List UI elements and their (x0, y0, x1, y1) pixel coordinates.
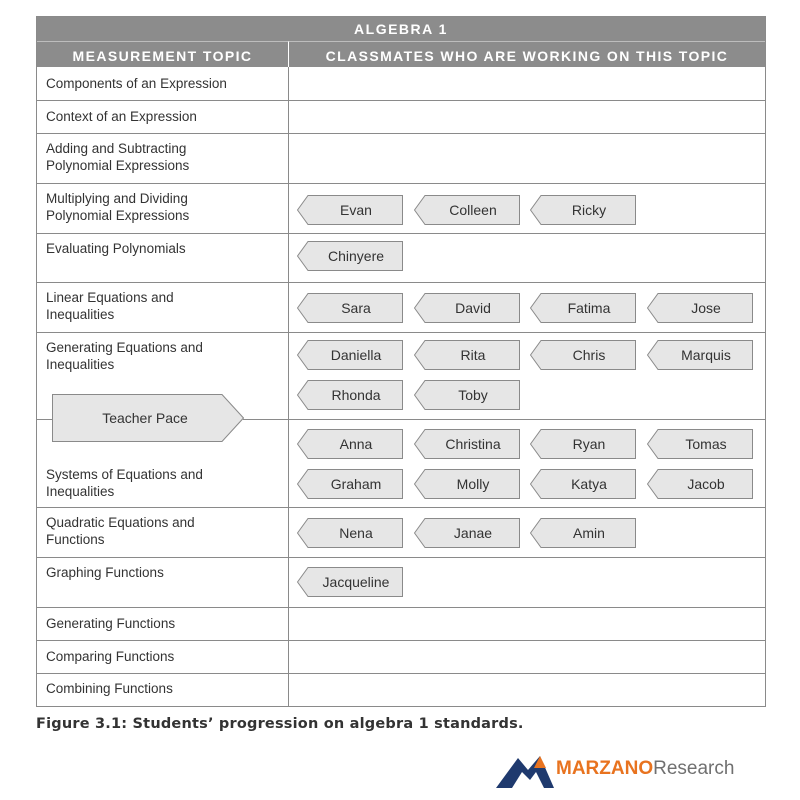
student-tag: Jose (647, 293, 753, 323)
student-tag: Molly (414, 469, 520, 499)
topic-label: Systems of Equations and Inequalities (46, 467, 203, 499)
student-tag: Jacqueline (297, 567, 403, 597)
topic-label: Combining Functions (46, 681, 173, 696)
student-tag: Toby (414, 380, 520, 410)
teacher-pace-marker (52, 394, 244, 442)
student-tag: Rhonda (297, 380, 403, 410)
topic-label: Context of an Expression (46, 109, 197, 124)
student-tag: Evan (297, 195, 403, 225)
row-divider (37, 332, 765, 333)
student-tag: Daniella (297, 340, 403, 370)
row-divider (37, 507, 765, 508)
column-header-topic: MEASUREMENT TOPIC (37, 41, 289, 67)
student-tag: Chinyere (297, 241, 403, 271)
topic-label: Generating Equations and Inequalities (46, 340, 203, 372)
topic-label: Generating Functions (46, 616, 176, 631)
row-divider (243, 419, 765, 420)
student-tag: Anna (297, 429, 403, 459)
row-divider (37, 100, 765, 101)
student-tag: Fatima (530, 293, 636, 323)
student-tag: Amin (530, 518, 636, 548)
topic-label: Comparing Functions (46, 649, 175, 664)
student-tag: Rita (414, 340, 520, 370)
row-divider (37, 282, 765, 283)
row-divider (37, 640, 765, 641)
student-tag: Sara (297, 293, 403, 323)
row-divider (37, 557, 765, 558)
student-tag: Ryan (530, 429, 636, 459)
row-divider (37, 673, 765, 674)
topic-label: Components of an Expression (46, 76, 227, 91)
column-divider (288, 67, 289, 707)
teacher-pace-label: Teacher Pace (102, 410, 188, 426)
topic-label: Multiplying and Dividing Polynomial Expressions (46, 191, 190, 223)
row-divider (37, 133, 765, 134)
row-divider (37, 183, 765, 184)
student-tag: Colleen (414, 195, 520, 225)
logo-brand: MARZANO (556, 758, 654, 779)
student-tag: Marquis (647, 340, 753, 370)
student-tag: Tomas (647, 429, 753, 459)
marzano-research-logo (496, 752, 746, 788)
student-tag: Janae (414, 518, 520, 548)
student-tag: Chris (530, 340, 636, 370)
student-tag: Ricky (530, 195, 636, 225)
student-tag: Graham (297, 469, 403, 499)
topic-label: Quadratic Equations and Functions (46, 515, 195, 547)
student-tag: Jacob (647, 469, 753, 499)
topic-label: Adding and Subtracting Polynomial Expressions (46, 141, 190, 173)
table-title: ALGEBRA 1 (37, 17, 765, 41)
topic-label: Linear Equations and Inequalities (46, 290, 174, 322)
student-tag: David (414, 293, 520, 323)
mountain-logo-icon (496, 752, 554, 788)
topic-label: Evaluating Polynomials (46, 241, 186, 256)
student-tag: Christina (414, 429, 520, 459)
row-divider (37, 419, 53, 420)
student-tag: Katya (530, 469, 636, 499)
column-header-classmates: CLASSMATES WHO ARE WORKING ON THIS TOPIC (289, 41, 765, 67)
student-tag: Nena (297, 518, 403, 548)
logo-sub: Research (653, 758, 735, 779)
figure-caption: Figure 3.1: Students’ progression on algebra 1 standards. (36, 716, 524, 732)
row-divider (37, 233, 765, 234)
topic-label: Graphing Functions (46, 565, 164, 580)
row-divider (37, 607, 765, 608)
